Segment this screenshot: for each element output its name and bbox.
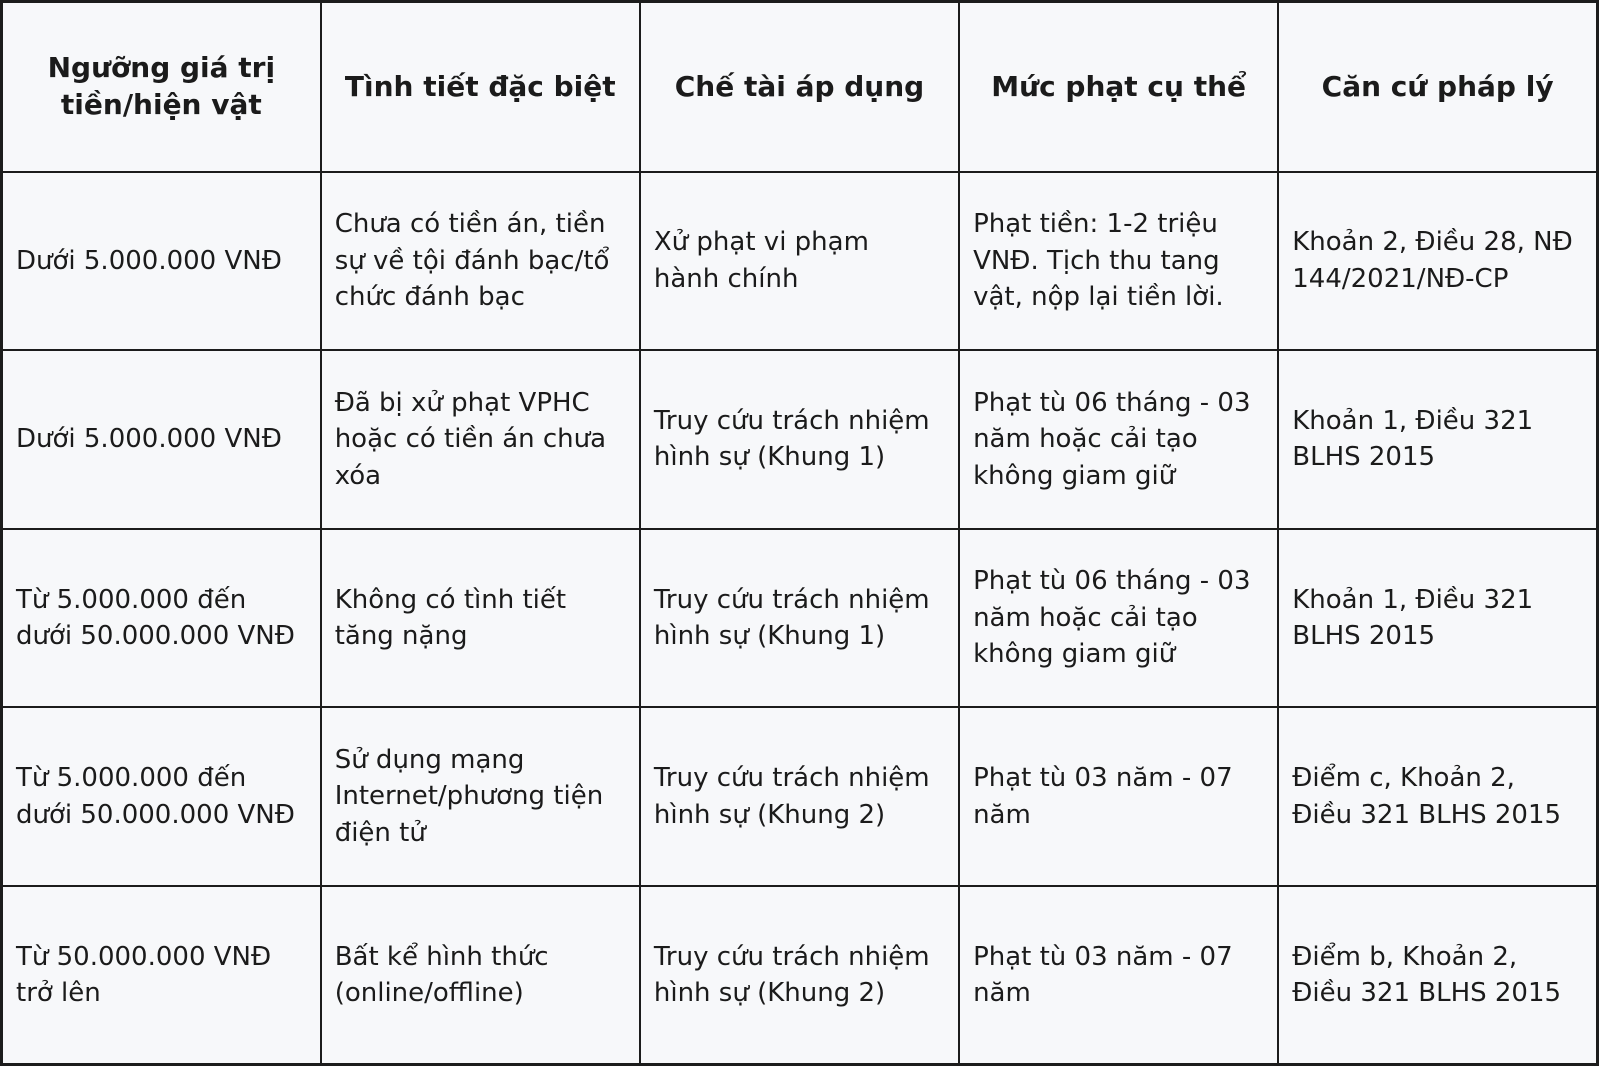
- table-cell-value-threshold: Từ 50.000.000 VNĐ trở lên: [2, 886, 321, 1065]
- table-cell-special-circumstances: Không có tình tiết tăng nặng: [321, 529, 640, 708]
- table-cell-sanction-applied: Xử phạt vi phạm hành chính: [640, 172, 959, 351]
- table-row: [2, 529, 1598, 708]
- table-cell-legal-basis: Điểm b, Khoản 2, Điều 321 BLHS 2015: [1278, 886, 1597, 1065]
- table-cell-specific-penalty: Phạt tiền: 1-2 triệu VNĐ. Tịch thu tang vật, nộp lại tiền lời.: [959, 172, 1278, 351]
- table-cell-value-threshold: Dưới 5.000.000 VNĐ: [2, 350, 321, 529]
- table-cell-special-circumstances: Đã bị xử phạt VPHC hoặc có tiền án chưa xóa: [321, 350, 640, 529]
- table-cell-value-threshold: Từ 5.000.000 đến dưới 50.000.000 VNĐ: [2, 707, 321, 886]
- table-cell-specific-penalty: Phạt tù 06 tháng - 03 năm hoặc cải tạo không giam giữ: [959, 529, 1278, 708]
- table-cell-legal-basis: Điểm c, Khoản 2, Điều 321 BLHS 2015: [1278, 707, 1597, 886]
- column-header-special-circumstances: Tình tiết đặc biệt: [321, 2, 640, 172]
- table-cell-special-circumstances: Chưa có tiền án, tiền sự về tội đánh bạc/tổ chức đánh bạc: [321, 172, 640, 351]
- column-header-value-threshold: Ngưỡng giá trị tiền/hiện vật: [2, 2, 321, 172]
- table-cell-sanction-applied: Truy cứu trách nhiệm hình sự (Khung 2): [640, 886, 959, 1065]
- table-cell-specific-penalty: Phạt tù 06 tháng - 03 năm hoặc cải tạo không giam giữ: [959, 350, 1278, 529]
- column-header-legal-basis: Căn cứ pháp lý: [1278, 2, 1597, 172]
- column-header-sanction-applied: Chế tài áp dụng: [640, 2, 959, 172]
- table-cell-legal-basis: Khoản 1, Điều 321 BLHS 2015: [1278, 529, 1597, 708]
- table-cell-sanction-applied: Truy cứu trách nhiệm hình sự (Khung 1): [640, 350, 959, 529]
- column-header-specific-penalty: Mức phạt cụ thể: [959, 2, 1278, 172]
- table-cell-specific-penalty: Phạt tù 03 năm - 07 năm: [959, 886, 1278, 1065]
- table-row: [2, 886, 1598, 1065]
- table-cell-legal-basis: Khoản 1, Điều 321 BLHS 2015: [1278, 350, 1597, 529]
- table-cell-value-threshold: Dưới 5.000.000 VNĐ: [2, 172, 321, 351]
- table-cell-special-circumstances: Bất kể hình thức (online/offline): [321, 886, 640, 1065]
- table-cell-sanction-applied: Truy cứu trách nhiệm hình sự (Khung 1): [640, 529, 959, 708]
- table-cell-special-circumstances: Sử dụng mạng Internet/phương tiện điện tử: [321, 707, 640, 886]
- table-row: [2, 172, 1598, 351]
- table-cell-legal-basis: Khoản 2, Điều 28, NĐ 144/2021/NĐ-CP: [1278, 172, 1597, 351]
- header-row: [2, 2, 1598, 172]
- table-cell-value-threshold: Từ 5.000.000 đến dưới 50.000.000 VNĐ: [2, 529, 321, 708]
- table-cell-sanction-applied: Truy cứu trách nhiệm hình sự (Khung 2): [640, 707, 959, 886]
- table-cell-specific-penalty: Phạt tù 03 năm - 07 năm: [959, 707, 1278, 886]
- table-row: [2, 350, 1598, 529]
- table-row: [2, 707, 1598, 886]
